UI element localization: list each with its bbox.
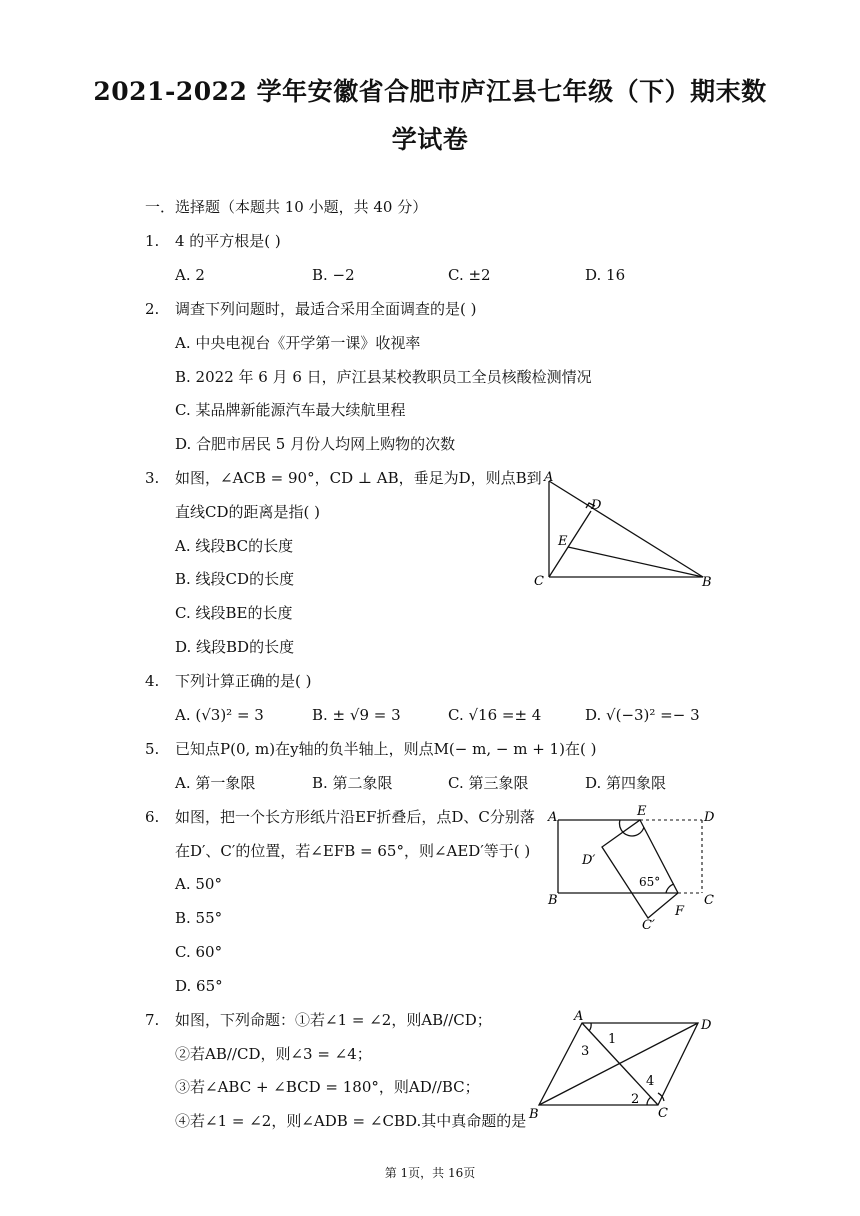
label-angle-1: 1 [608, 1032, 617, 1047]
option-d: D. 第四象限 [585, 774, 667, 792]
question-number: 1. [145, 232, 160, 250]
label-f: F [675, 904, 685, 919]
option-c: C. √16 =± 4 [448, 706, 542, 724]
label-c-prime: C′ [642, 918, 655, 933]
label-b: B [702, 575, 712, 590]
question-stem: 下列计算正确的是( ) [175, 672, 312, 690]
page-title-line2: 学试卷 [391, 125, 469, 154]
option-b: B. 2022 年 6 月 6 日，庐江县某校教职员工全员核酸检测情况 [175, 368, 592, 386]
page-title: 2021-2022 学年安徽省合肥市庐江县七年级（下）期末数 [93, 77, 767, 106]
question-number: 5. [145, 740, 160, 758]
question-number: 3. [145, 469, 160, 487]
question-stem-line2: 在D′、C′的位置，若∠EFB = 65°，则∠AED′等于( ) [175, 842, 531, 860]
figure-q3 [525, 465, 725, 595]
option-a: A. 2 [175, 266, 205, 284]
option-c: C. 60° [175, 943, 223, 961]
label-d-prime: D′ [582, 853, 596, 868]
question-stem: 4 的平方根是( ) [175, 232, 281, 250]
label-angle-65: 65° [639, 875, 661, 889]
label-d: D [701, 1018, 712, 1033]
question-stem-line3: ③若∠ABC + ∠BCD = 180°，则AD//BC； [175, 1078, 480, 1096]
question-stem: 如图，下列命题：①若∠1 = ∠2，则AB//CD； [175, 1011, 492, 1029]
question-number: 7. [145, 1011, 160, 1029]
question-stem: 如图，∠ACB = 90°，CD ⊥ AB，垂足为D，则点B到 [175, 469, 542, 487]
option-c: C. 线段BE的长度 [175, 604, 293, 622]
label-e: E [558, 534, 568, 549]
option-b: B. 55° [175, 909, 223, 927]
label-d: D [591, 498, 602, 513]
option-b: B. 第二象限 [312, 774, 393, 792]
question-number: 2. [145, 300, 160, 318]
option-a: A. (√3)² = 3 [175, 706, 264, 724]
option-b: B. ± √9 = 3 [312, 706, 401, 724]
option-a: A. 中央电视台《开学第一课》收视率 [175, 334, 421, 352]
option-b: B. 线段CD的长度 [175, 570, 295, 588]
label-d: D [704, 810, 715, 825]
question-number: 6. [145, 808, 160, 826]
option-c: C. 某品牌新能源汽车最大续航里程 [175, 401, 406, 419]
label-a: A [548, 810, 558, 825]
option-a: A. 50° [175, 875, 222, 893]
label-b: B [548, 893, 558, 908]
label-a: A [544, 470, 554, 485]
question-stem: 调查下列问题时，最适合采用全面调查的是( ) [175, 300, 477, 318]
label-c: C [534, 574, 544, 589]
option-b: B. −2 [312, 266, 355, 284]
question-number: 4. [145, 672, 160, 690]
question-stem-line4: ④若∠1 = ∠2，则∠ADB = ∠CBD.其中真命题的是 [175, 1112, 527, 1130]
option-d: D. 线段BD的长度 [175, 638, 295, 656]
label-b: B [529, 1107, 539, 1122]
question-stem: 已知点P(0, m)在y轴的负半轴上，则点M(− m, − m + 1)在( ) [175, 740, 597, 758]
option-c: C. 第三象限 [448, 774, 529, 792]
label-e: E [637, 804, 647, 819]
label-a: A [574, 1009, 584, 1024]
option-d: D. 65° [175, 977, 223, 995]
figure-q6 [540, 800, 725, 935]
option-d: D. 合肥市居民 5 月份人均网上购物的次数 [175, 435, 456, 453]
option-d: D. 16 [585, 266, 626, 284]
question-stem-line2: ②若AB//CD，则∠3 = ∠4； [175, 1045, 372, 1063]
option-a: A. 线段BC的长度 [175, 537, 294, 555]
page-footer: 第 1页，共 16页 [384, 1166, 476, 1180]
option-a: A. 第一象限 [175, 774, 256, 792]
question-stem: 如图，把一个长方形纸片沿EF折叠后，点D、C分别落 [175, 808, 535, 826]
figure-q7 [525, 1005, 725, 1125]
label-angle-4: 4 [646, 1074, 655, 1089]
label-angle-2: 2 [631, 1092, 640, 1107]
label-c: C [704, 893, 714, 908]
option-c: C. ±2 [448, 266, 491, 284]
option-d: D. √(−3)² =− 3 [585, 706, 700, 724]
label-c: C [658, 1106, 668, 1121]
question-stem-line2: 直线CD的距离是指( ) [175, 503, 320, 521]
label-angle-3: 3 [581, 1044, 590, 1059]
section-header: 一．选择题（本题共 10 小题，共 40 分） [145, 198, 428, 216]
